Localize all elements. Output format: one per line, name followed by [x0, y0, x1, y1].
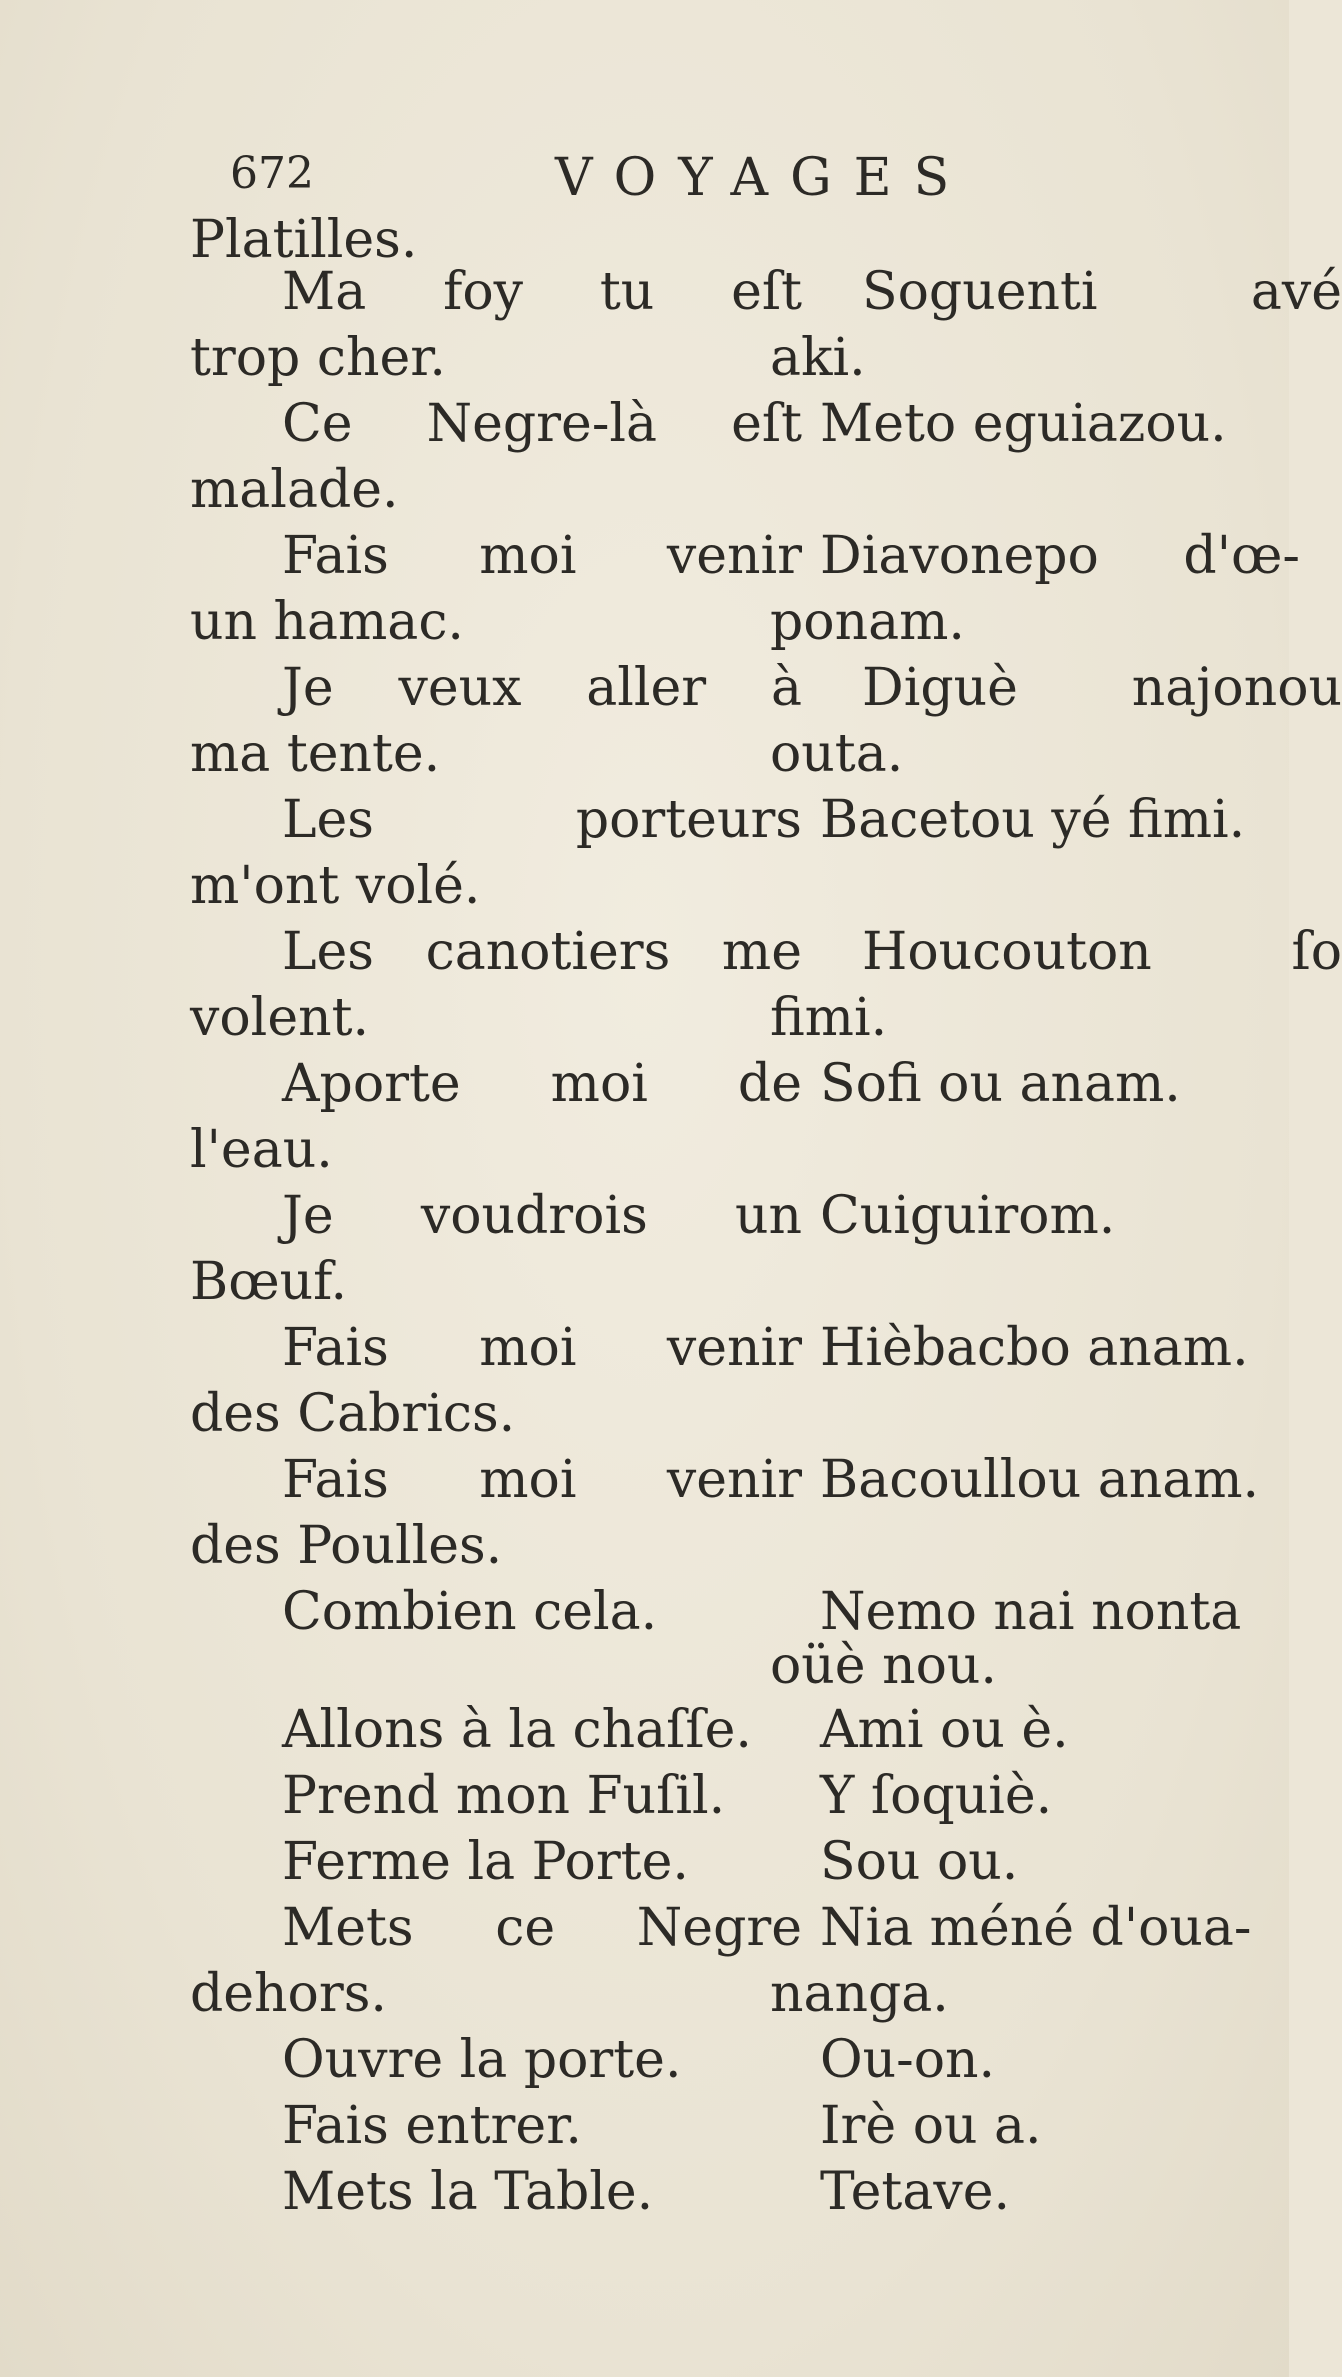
french-phrase-line: Aporte moi de	[282, 1054, 802, 1114]
creole-phrase-line: aki.	[770, 328, 866, 388]
creole-phrase-line: Houcouton ſo	[862, 922, 1342, 982]
creole-phrase-line: outa.	[770, 724, 904, 784]
french-phrase-line: des Poulles.	[190, 1516, 503, 1576]
creole-phrase-line: Tetave.	[820, 2162, 1010, 2222]
creole-phrase-line: Soguenti avé	[862, 262, 1342, 322]
french-phrase-line: des Cabrics.	[190, 1384, 516, 1444]
french-phrase-line: trop cher.	[190, 328, 446, 388]
french-phrase-line: Combien cela.	[282, 1582, 658, 1642]
french-phrase-line: Je voudrois un	[282, 1186, 802, 1246]
creole-phrase-line: Nia méné d'oua-	[820, 1898, 1252, 1958]
french-phrase-line: Les canotiers me	[282, 922, 802, 982]
creole-phrase-line: fimi.	[770, 988, 888, 1048]
french-phrase-line: Ferme la Porte.	[282, 1832, 689, 1892]
creole-phrase-line: nanga.	[770, 1964, 949, 2024]
french-phrase-line: Fais moi venir	[282, 1318, 802, 1378]
french-phrase-line: dehors.	[190, 1964, 387, 2024]
creole-phrase-line: Bacoullou anam.	[820, 1450, 1260, 1510]
page-number: 672	[230, 148, 314, 199]
french-phrase-line: Ma foy tu eſt	[282, 262, 802, 322]
creole-phrase-line: Irè ou a.	[820, 2096, 1042, 2156]
french-phrase-line: Les porteurs	[282, 790, 802, 850]
french-phrase-line: Fais moi venir	[282, 526, 802, 586]
creole-phrase-line: Ami ou è.	[820, 1700, 1069, 1760]
french-phrase-line: ma tente.	[190, 724, 441, 784]
french-phrase-line: l'eau.	[190, 1120, 333, 1180]
french-phrase-line: volent.	[190, 988, 370, 1048]
creole-phrase-line: ponam.	[770, 592, 965, 652]
french-phrase-line: Allons à la chaſſe.	[282, 1700, 752, 1760]
french-phrase-line: Bœuf.	[190, 1252, 348, 1312]
creole-phrase-line: Hièbacbo anam.	[820, 1318, 1249, 1378]
creole-phrase-line: Nemo nai nonta	[820, 1582, 1242, 1642]
creole-phrase-line: Diavonepo d'œ-	[820, 526, 1300, 586]
french-phrase-line: Ouvre la porte.	[282, 2030, 682, 2090]
french-phrase-line: Prend mon Fuſil.	[282, 1766, 726, 1826]
french-phrase-line: Je veux aller à	[282, 658, 802, 718]
creole-phrase-line: Cuiguirom.	[820, 1186, 1116, 1246]
french-phrase-line: Platilles.	[190, 210, 418, 270]
creole-phrase-line: Meto eguiazou.	[820, 394, 1227, 454]
french-phrase-line: Fais moi venir	[282, 1450, 802, 1510]
french-phrase-line: Mets la Table.	[282, 2162, 654, 2222]
french-phrase-line: un hamac.	[190, 592, 464, 652]
french-phrase-line: Mets ce Negre	[282, 1898, 802, 1958]
creole-phrase-line: Ou-on.	[820, 2030, 996, 2090]
creole-phrase-line: oüè nou.	[770, 1636, 997, 1696]
french-phrase-line: m'ont volé.	[190, 856, 481, 916]
creole-phrase-line: Bacetou yé fimi.	[820, 790, 1246, 850]
french-phrase-line: Fais entrer.	[282, 2096, 582, 2156]
french-phrase-line: malade.	[190, 460, 399, 520]
french-phrase-line: Ce Negre-là eſt	[282, 394, 802, 454]
creole-phrase-line: Y ſoquiè.	[820, 1766, 1053, 1826]
page-header	[0, 148, 1289, 218]
creole-phrase-line: Sou ou.	[820, 1832, 1019, 1892]
running-head: VOYAGES	[555, 148, 972, 208]
creole-phrase-line: Diguè najonou	[862, 658, 1342, 718]
creole-phrase-line: Sofi ou anam.	[820, 1054, 1181, 1114]
